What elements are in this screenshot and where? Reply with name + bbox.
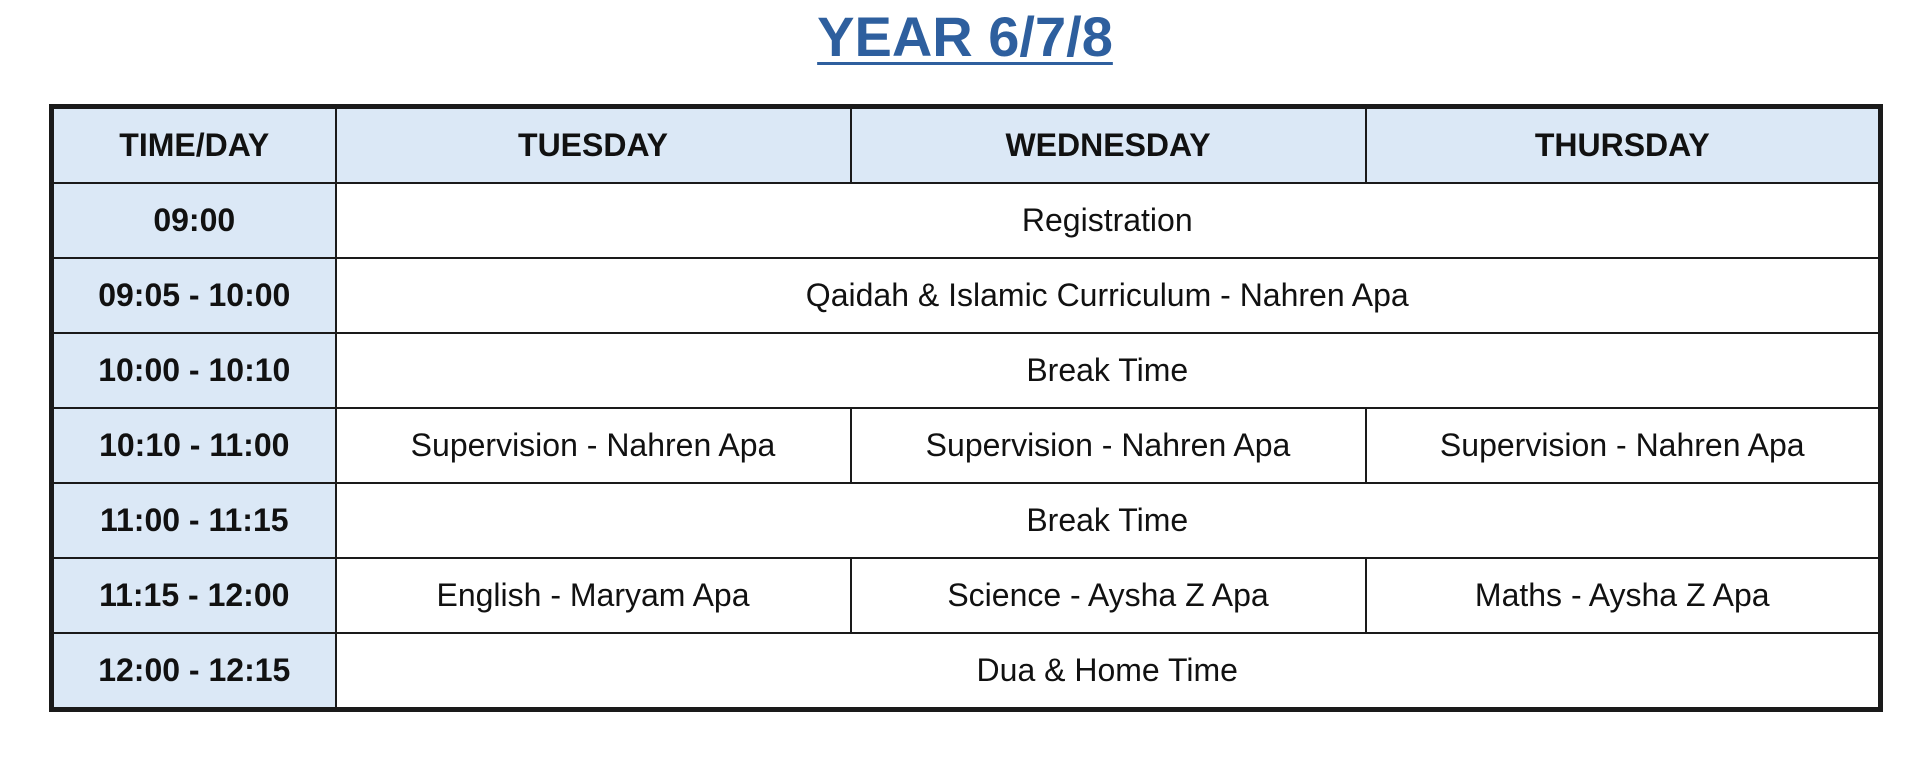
table-row <box>52 183 1881 258</box>
header-row <box>52 107 1881 184</box>
activity-cell-thursday: Maths - Aysha Z Apa <box>1366 558 1881 633</box>
activity-cell: Qaidah & Islamic Curriculum - Nahren Apa <box>336 258 1881 333</box>
time-slot: 11:00 - 11:15 <box>52 483 336 558</box>
table-row <box>52 558 1881 633</box>
time-slot: 10:00 - 10:10 <box>52 333 336 408</box>
activity-cell-tuesday: Supervision - Nahren Apa <box>336 408 851 483</box>
activity-cell-wednesday: Science - Aysha Z Apa <box>851 558 1366 633</box>
time-slot: 09:00 <box>52 183 336 258</box>
activity-cell-thursday: Supervision - Nahren Apa <box>1366 408 1881 483</box>
header-day-wednesday: WEDNESDAY <box>851 107 1366 184</box>
activity-cell-wednesday: Supervision - Nahren Apa <box>851 408 1366 483</box>
time-slot: 11:15 - 12:00 <box>52 558 336 633</box>
header-time-day: TIME/DAY <box>52 107 336 184</box>
activity-cell: Registration <box>336 183 1881 258</box>
table-row <box>52 408 1881 483</box>
timetable <box>49 104 1883 712</box>
activity-cell: Break Time <box>336 333 1881 408</box>
time-slot: 12:00 - 12:15 <box>52 633 336 710</box>
table-row <box>52 258 1881 333</box>
activity-cell: Dua & Home Time <box>336 633 1881 710</box>
table-row <box>52 333 1881 408</box>
time-slot: 09:05 - 10:00 <box>52 258 336 333</box>
activity-cell: Break Time <box>336 483 1881 558</box>
time-slot: 10:10 - 11:00 <box>52 408 336 483</box>
table-row <box>52 633 1881 710</box>
table-row <box>52 483 1881 558</box>
page-title: YEAR 6/7/8 <box>817 5 1113 68</box>
header-day-tuesday: TUESDAY <box>336 107 851 184</box>
activity-cell-tuesday: English - Maryam Apa <box>336 558 851 633</box>
header-day-thursday: THURSDAY <box>1366 107 1881 184</box>
